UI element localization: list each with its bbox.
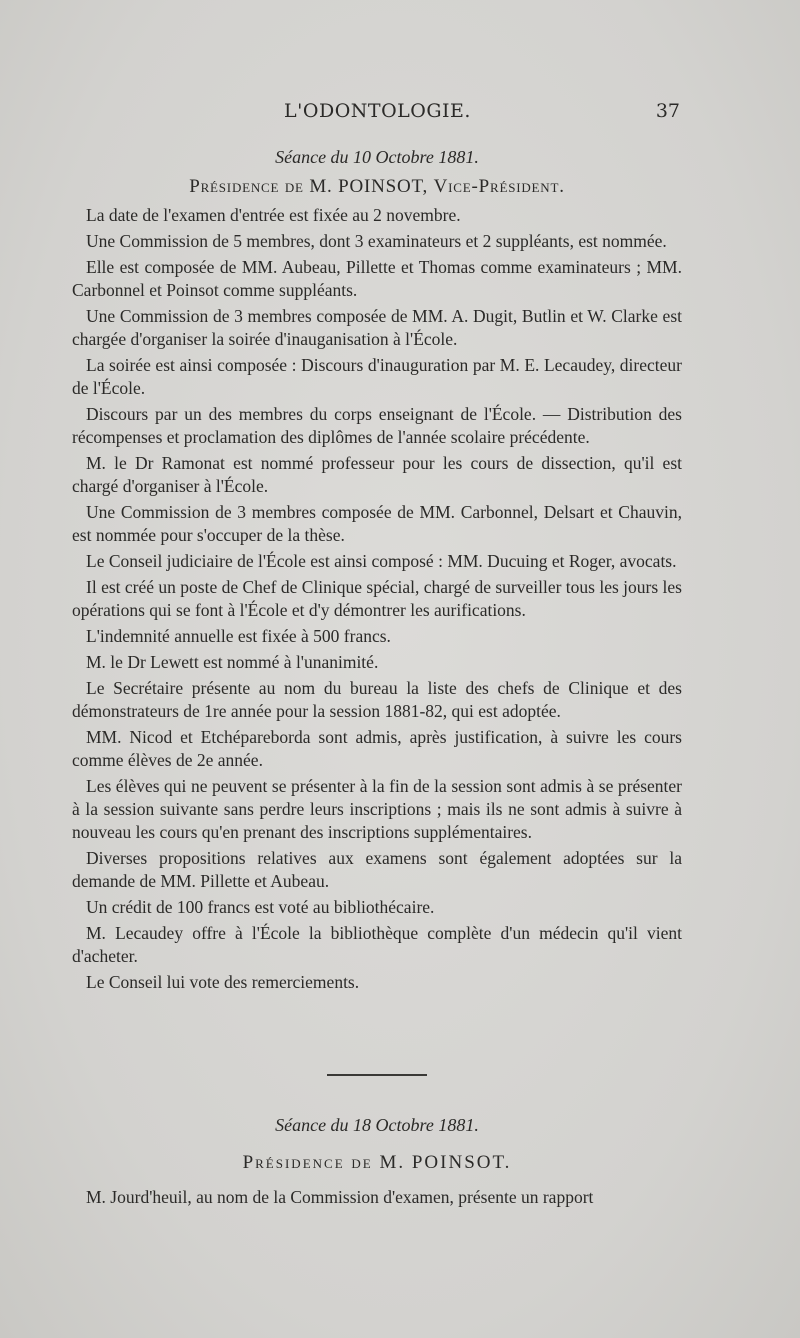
- minutes-paragraph: Une Commission de 5 membres, dont 3 examinateurs et 2 suppléants, est nommée.: [86, 231, 667, 251]
- running-title: L'ODONTOLOGIE.: [284, 100, 471, 122]
- minutes-paragraph: Les élèves qui ne peuvent se présenter à la fin de la session sont admis à se présenter à la session suivante sans perdre leurs inscriptions ; mais ils ne sont admis à suivre à nouveau les cours qu'en prenant des inscriptions supplémentaires.: [72, 776, 682, 842]
- presidency-name: M. POINSOT,: [309, 176, 429, 197]
- presidency-prefix: Présidence de: [189, 176, 304, 197]
- minutes-paragraph: MM. Nicod et Etchépareborda sont admis, après justification, à suivre les cours comme élèves de 2e année.: [72, 727, 682, 770]
- minutes-paragraph: Elle est composée de MM. Aubeau, Pillette et Thomas comme examinateurs ; MM. Carbonnel et Poinsot comme suppléants.: [72, 257, 682, 300]
- running-head: [75, 100, 680, 130]
- minutes-paragraph: L'indemnité annuelle est fixée à 500 francs.: [86, 626, 391, 646]
- minutes-paragraph: Il est créé un poste de Chef de Clinique spécial, chargé de surveiller tous les jours les opérations qui se font à l'École et d'y démontrer les aurifications.: [72, 577, 682, 620]
- session-1-minutes: [72, 204, 682, 994]
- presidency-name: M. POINSOT.: [379, 1152, 512, 1173]
- session-2-minutes: [72, 1186, 682, 1209]
- minutes-paragraph: Une Commission de 3 membres composée de MM. Carbonnel, Delsart et Chauvin, est nommée pour s'occuper de la thèse.: [72, 502, 682, 545]
- session-2-presidency: [72, 1151, 682, 1174]
- minutes-paragraph: M. Jourd'heuil, au nom de la Commission d'examen, présente un rapport: [86, 1187, 594, 1207]
- page-number: 37: [655, 100, 680, 122]
- minutes-paragraph: Une Commission de 3 membres composée de MM. A. Dugit, Butlin et W. Clarke est chargée d'organiser la soirée d'inauganisation à l'École.: [72, 306, 682, 349]
- session-2: [72, 1114, 682, 1212]
- minutes-paragraph: La date de l'examen d'entrée est fixée au 2 novembre.: [86, 205, 461, 225]
- minutes-paragraph: Le Conseil lui vote des remerciements.: [86, 972, 360, 992]
- minutes-paragraph: Un crédit de 100 francs est voté au bibliothécaire.: [86, 897, 435, 917]
- minutes-paragraph: Le Conseil judiciaire de l'École est ainsi composé : MM. Ducuing et Roger, avocats.: [86, 551, 677, 571]
- minutes-paragraph: Discours par un des membres du corps enseignant de l'École. — Distribution des récompenses et proclamation des diplômes de l'année scolaire précédente.: [72, 404, 682, 447]
- presidency-suffix: Vice-Président.: [433, 176, 565, 197]
- presidency-prefix: Présidence de: [242, 1152, 373, 1173]
- minutes-paragraph: M. le Dr Ramonat est nommé professeur pour les cours de dissection, qu'il est chargé d'organiser à l'École.: [72, 453, 682, 496]
- minutes-paragraph: Diverses propositions relatives aux examens sont également adoptées sur la demande de MM. Pillette et Aubeau.: [72, 848, 682, 891]
- session-2-title: Séance du 18 Octobre 1881.: [275, 1115, 479, 1135]
- minutes-paragraph: La soirée est ainsi composée : Discours d'inauguration par M. E. Lecaudey, directeur de l'École.: [72, 355, 682, 398]
- minutes-paragraph: M. le Dr Lewett est nommé à l'unanimité.: [86, 652, 379, 672]
- session-1-title: Séance du 10 Octobre 1881.: [275, 147, 479, 167]
- minutes-paragraph: M. Lecaudey offre à l'École la bibliothèque complète d'un médecin qu'il vient d'acheter.: [72, 923, 682, 966]
- session-1-presidency: [72, 175, 682, 198]
- session-1: [72, 146, 682, 997]
- section-divider: [327, 1074, 427, 1076]
- minutes-paragraph: Le Secrétaire présente au nom du bureau la liste des chefs de Clinique et des démonstrateurs de 1re année pour la session 1881-82, qui est adoptée.: [72, 678, 682, 721]
